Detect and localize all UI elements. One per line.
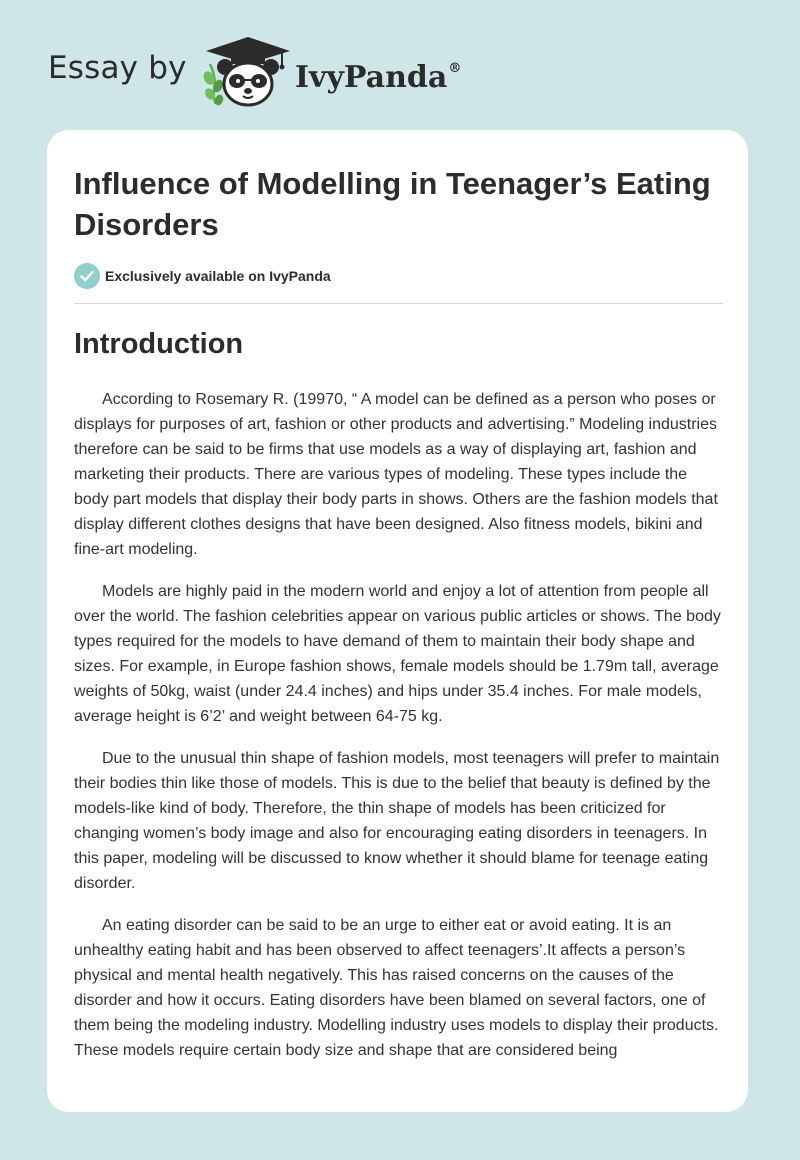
paragraph: According to Rosemary R. (19970, “ A model can be defined as a person who poses or displays for purposes of art, fashion or other products and advertising.” Modeling industries therefore can be said to be firms that use models as a way of displaying art, fashion and marketing their products. There are various types of modeling. These types include the body part models that display their body parts in shows. Others are the fashion models that display different clothes designs that have been designed. Also fitness models, bikini and fine-art modeling.	[74, 391, 718, 558]
section-heading: Introduction	[74, 328, 244, 360]
essay-card	[47, 130, 748, 1112]
panda-graduate-icon[interactable]	[198, 34, 294, 110]
exclusive-badge	[74, 262, 331, 290]
title-divider	[74, 303, 723, 304]
exclusive-badge-label: Exclusively available on IvyPanda	[105, 268, 331, 284]
essay-title: Influence of Modelling in Teenager’s Eating Disorders	[74, 166, 711, 242]
brand-name: IvyPanda	[295, 60, 448, 95]
site-header	[0, 0, 800, 130]
essay-by-label: Essay by	[48, 50, 187, 86]
registered-mark: ®	[448, 61, 462, 76]
essay-body	[74, 387, 721, 1080]
brand-logo-text[interactable]	[295, 53, 461, 98]
paragraph: Due to the unusual thin shape of fashion models, most teenagers will prefer to maintain their bodies thin like those of models. This is due to the belief that beauty is defined by the models-like kind of body. Therefore, the thin shape of models has been criticized for changing women’s body image and also for encouraging eating disorders in teenagers. In this paper, modeling will be discussed to know whether it should blame for teenage eating disorder.	[74, 750, 720, 892]
paragraph: Models are highly paid in the modern world and enjoy a lot of attention from people all over the world. The fashion celebrities appear on various public articles or shows. The body types required for the models to have demand of them to maintain their body shape and sizes. For example, in Europe fashion shows, female models should be 1.79m tall, average weights of 50kg, waist (under 24.4 inches) and hips under 35.4 inches. For male models, average height is 6’2’ and weight between 64-75 kg.	[74, 583, 721, 725]
checkmark-icon	[74, 263, 100, 289]
paragraph: An eating disorder can be said to be an urge to either eat or avoid eating. It is an unhealthy eating habit and has been observed to affect teenagers’.It affects a person’s physical and mental health negatively. This has raised concerns on the causes of the disorder and how it occurs. Eating disorders have been blamed on several factors, one of them being the modeling industry. Modelling industry uses models to display their products. These models require certain body size and shape that are considered being	[74, 917, 719, 1059]
